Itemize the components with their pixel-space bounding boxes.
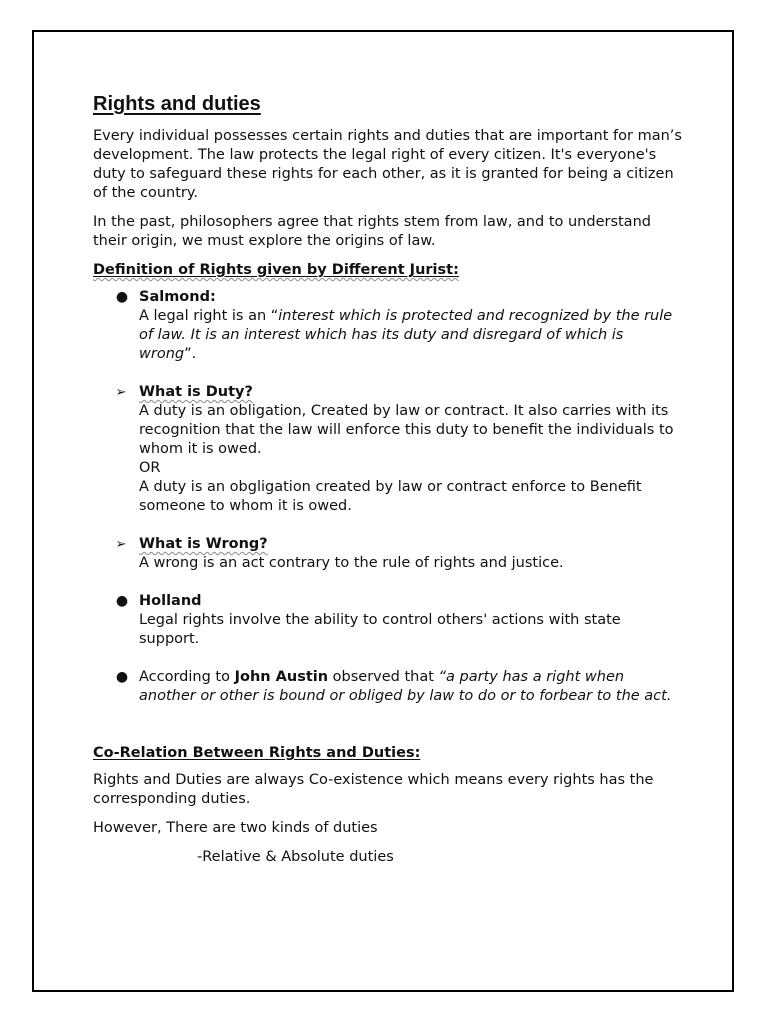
intro-paragraph-1: Every individual possesses certain rights and duties that are important for man’s development. The law protects the legal right of every citizen. It's everyone's duty to safeguard these rights for each other, as it is granted for being a citizen of the country. bbox=[93, 128, 682, 201]
list-item-wrong bbox=[93, 535, 683, 573]
duty-text-1: A duty is an obligation, Created by law or contract. It also carries with its recognition that the law will enforce this duty to benefit the individuals to whom it is owed. bbox=[139, 403, 674, 457]
salmond-quote: interest which is protected and recognized by the rule of law. It is an interest which has its duty and disregard of which is wrong bbox=[139, 308, 673, 362]
corelation-paragraph: Rights and Duties are always Co-existence which means every rights has the corresponding duties. bbox=[93, 772, 654, 807]
salmond-definition bbox=[139, 307, 683, 364]
bullet-icon: ● bbox=[115, 289, 129, 305]
kinds-item: -Relative & Absolute duties bbox=[197, 849, 394, 865]
salmond-title: Salmond: bbox=[139, 289, 216, 305]
duty-or: OR bbox=[139, 460, 161, 476]
wrong-title bbox=[139, 535, 683, 554]
list-item-salmond bbox=[93, 288, 683, 364]
austin-prefix: According to bbox=[139, 669, 235, 685]
bullet-icon: ● bbox=[115, 669, 129, 685]
list-item-holland bbox=[93, 592, 683, 649]
arrow-bullet-icon: ➢ bbox=[115, 385, 127, 400]
list-item-austin bbox=[93, 668, 683, 706]
definitions-heading bbox=[93, 261, 683, 280]
duty-title bbox=[139, 383, 683, 402]
austin-middle: observed that bbox=[328, 669, 439, 685]
arrow-bullet-icon: ➢ bbox=[115, 537, 127, 552]
intro-paragraph-2: In the past, philosophers agree that rights stem from law, and to understand their origin, we must explore the origins of law. bbox=[93, 214, 651, 249]
holland-title: Holland bbox=[139, 593, 202, 609]
austin-name: John Austin bbox=[234, 669, 329, 685]
duty-title-text: What is Duty? bbox=[139, 384, 253, 400]
austin-text bbox=[139, 668, 683, 706]
bullet-icon: ● bbox=[115, 593, 129, 609]
document-title: Rights and duties bbox=[93, 93, 261, 115]
list-item-duty bbox=[93, 383, 683, 516]
document-body bbox=[93, 92, 683, 867]
salmond-text-after: ”. bbox=[184, 346, 197, 362]
austin-quote: “a party has a right when another or other is bound or obliged by law to do or to forbear to the act. bbox=[139, 669, 672, 704]
duty-text-2: A duty is an obgligation created by law or contract enforce to Benefit someone to whom it is owed. bbox=[139, 479, 642, 514]
wrong-text: A wrong is an act contrary to the rule of rights and justice. bbox=[139, 555, 564, 571]
corelation-heading: Co-Relation Between Rights and Duties: bbox=[93, 745, 421, 761]
holland-text: Legal rights involve the ability to control others' actions with state support. bbox=[139, 612, 621, 647]
salmond-text-before: A legal right is an “ bbox=[139, 308, 279, 324]
wrong-title-text: What is Wrong? bbox=[139, 536, 268, 552]
definitions-heading-text: Definition of Rights given by Different Jurist: bbox=[93, 262, 459, 278]
kinds-paragraph: However, There are two kinds of duties bbox=[93, 820, 378, 836]
